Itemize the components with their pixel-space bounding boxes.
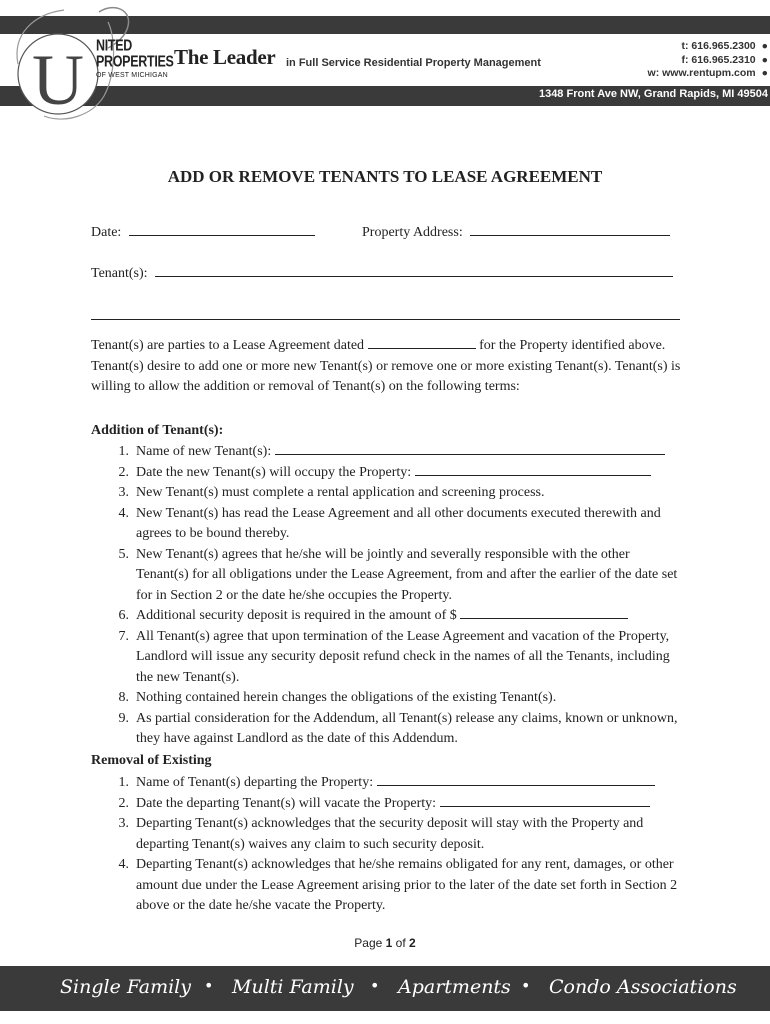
brand-line-2: PROPERTIES (96, 52, 174, 70)
list-item-text: Name of new Tenant(s): (136, 444, 272, 459)
list-item: 4. New Tenant(s) has read the Lease Agreement and all other documents executed therewith and agrees to be bound thereby. (118, 505, 661, 541)
intro-paragraph (91, 336, 681, 398)
footer-banner (0, 966, 770, 1011)
addition-heading: Addition of Tenant(s): (91, 423, 224, 438)
page-of: of (395, 936, 406, 950)
list-item: 9. As partial consideration for the Addendum, all Tenant(s) release any claims, known or unknown, they have against Landlord as the date of this Addendum. (118, 710, 678, 746)
property-address-field (362, 223, 670, 241)
phone-number: t: 616.965.2300 (681, 40, 756, 52)
property-address-label: Property Address: (362, 225, 463, 240)
list-item-text: Name of Tenant(s) departing the Property: (136, 775, 374, 790)
footer-multi-family: Multi Family (232, 976, 354, 998)
page-number (0, 936, 770, 950)
list-item: 3. New Tenant(s) must complete a rental application and screening process. (118, 485, 545, 500)
list-item-text: Additional security deposit is required in the amount of $ (136, 608, 457, 623)
list-item: 6. Additional security deposit is required in the amount of $ (91, 606, 683, 627)
list-item: 1. Name of new Tenant(s): (91, 442, 683, 463)
page-current: 1 (385, 936, 393, 950)
list-item-text: As partial consideration for the Addendum, all Tenant(s) release any claims, known or unknown, they have against Landlord as the date of this Addendum. (136, 710, 678, 746)
footer-apartments: Apartments (398, 976, 511, 998)
tenants-input-line-2[interactable] (91, 319, 680, 320)
tenants-field (91, 264, 673, 282)
page-total: 2 (409, 936, 416, 950)
lease-date-input-line[interactable] (368, 336, 476, 349)
list-item-text: Departing Tenant(s) acknowledges that he/she remains obligated for any rent, damages, or other amount due under the Lease Agreement arising prior to the later of the date set forth in Section 2 above or the date he/she vacate the Property. (136, 857, 678, 913)
fax-number: f: 616.965.2310 (681, 53, 756, 66)
bullet-icon: ● (761, 67, 768, 79)
tagline: in Full Service Residential Property Management (286, 57, 541, 69)
page-label: Page (354, 936, 383, 950)
brand-line-1: NITED (96, 36, 133, 55)
tenants-label: Tenant(s): (91, 266, 148, 281)
footer-separator: • (521, 976, 531, 995)
removal-list (91, 773, 683, 917)
list-item: 4. Departing Tenant(s) acknowledges that he/she remains obligated for any rent, damages, or other amount due under the Lease Agreement arising prior to the later of the date set forth in Section 2 above or the date he/she vacate the Property. (118, 857, 678, 913)
list-item: 7. All Tenant(s) agree that upon termination of the Lease Agreement and vacation of the Property, Landlord will issue any security deposit refund check in the names of all the Tenants, including the new Tenant(s). (118, 628, 670, 685)
brand-line-3: OF WEST MICHIGAN (96, 72, 168, 79)
footer-separator: • (370, 976, 380, 995)
vacate-date-input-line[interactable] (440, 794, 650, 807)
list-item-text: All Tenant(s) agree that upon termination of the Lease Agreement and vacation of the Property, Landlord will issue any security deposit refund check in the names of all the Tenants, including the new Tenant(s). (136, 628, 670, 685)
list-item: 5. New Tenant(s) agrees that he/she will be jointly and severally responsible with the other Tenant(s) for all obligations under the Lease Agreement, from and after the earlier of the date set for in Section 2 or the date he/she occupies the Property. (118, 546, 678, 603)
occupy-date-input-line[interactable] (415, 463, 651, 476)
list-item-text: Date the departing Tenant(s) will vacate the Property: (136, 795, 437, 811)
document-title: ADD OR REMOVE TENANTS TO LEASE AGREEMENT (167, 167, 603, 186)
security-deposit-input-line[interactable] (460, 606, 628, 619)
list-item-text: Date the new Tenant(s) will occupy the Property: (136, 464, 412, 480)
removal-heading: Removal of Existing (91, 753, 212, 768)
bullet-icon: ● (761, 40, 768, 52)
brand-wordmark (96, 38, 174, 79)
intro-text-2: for the Property identified above. Tenant(s) desire to add one or more new Tenant(s) or remove one or more existing Tenant(s). Tenant(s) is willing to allow the addition or removal of Tenant(s) on the following terms: (91, 338, 681, 394)
addition-list (91, 442, 683, 750)
departing-tenant-name-input-line[interactable] (377, 773, 655, 786)
leader-heading: The Leader (174, 45, 276, 69)
list-item-text: New Tenant(s) agrees that he/she will be jointly and severally responsible with the other Tenant(s) for all obligations under the Lease Agreement, from and after the earlier of the date set for in Section 2 or the date he/she occupies the Property. (136, 546, 678, 603)
property-address-input-line[interactable] (470, 223, 670, 236)
contact-info (648, 40, 768, 81)
list-item-text: Nothing contained herein changes the obligations of the existing Tenant(s). (136, 690, 557, 705)
footer-separator: • (204, 976, 214, 995)
footer-condo-associations: Condo Associations (549, 976, 737, 998)
list-item: 1. Name of Tenant(s) departing the Property: (91, 773, 683, 794)
date-label: Date: (91, 225, 122, 240)
website: w: www.rentupm.com (647, 67, 756, 79)
date-field (91, 223, 315, 241)
list-item: 8. Nothing contained herein changes the obligations of the existing Tenant(s). (118, 690, 557, 705)
office-address: 1348 Front Ave NW, Grand Rapids, MI 49504 (538, 88, 768, 100)
new-tenant-name-input-line[interactable] (275, 442, 665, 455)
tenants-input-line[interactable] (155, 264, 673, 277)
list-item: 2. Date the new Tenant(s) will occupy the Property: (91, 463, 683, 484)
list-item-text: Departing Tenant(s) acknowledges that the security deposit will stay with the Property and departing Tenant(s) waives any claim to such security deposit. (136, 816, 644, 852)
intro-text-1: Tenant(s) are parties to a Lease Agreement dated (91, 338, 365, 353)
web-line (648, 67, 768, 81)
list-item: 3. Departing Tenant(s) acknowledges that the security deposit will stay with the Property and departing Tenant(s) waives any claim to such security deposit. (118, 816, 644, 852)
phone-line (648, 40, 768, 54)
fax-line (648, 54, 768, 68)
list-item-text: New Tenant(s) must complete a rental application and screening process. (136, 485, 545, 500)
list-item: 2. Date the departing Tenant(s) will vacate the Property: (91, 794, 683, 815)
date-input-line[interactable] (129, 223, 315, 236)
list-item-text: New Tenant(s) has read the Lease Agreement and all other documents executed therewith and agrees to be bound thereby. (136, 505, 661, 541)
footer-single-family: Single Family (60, 976, 191, 998)
bullet-icon: ● (761, 53, 768, 66)
svg-text:U: U (32, 40, 84, 120)
